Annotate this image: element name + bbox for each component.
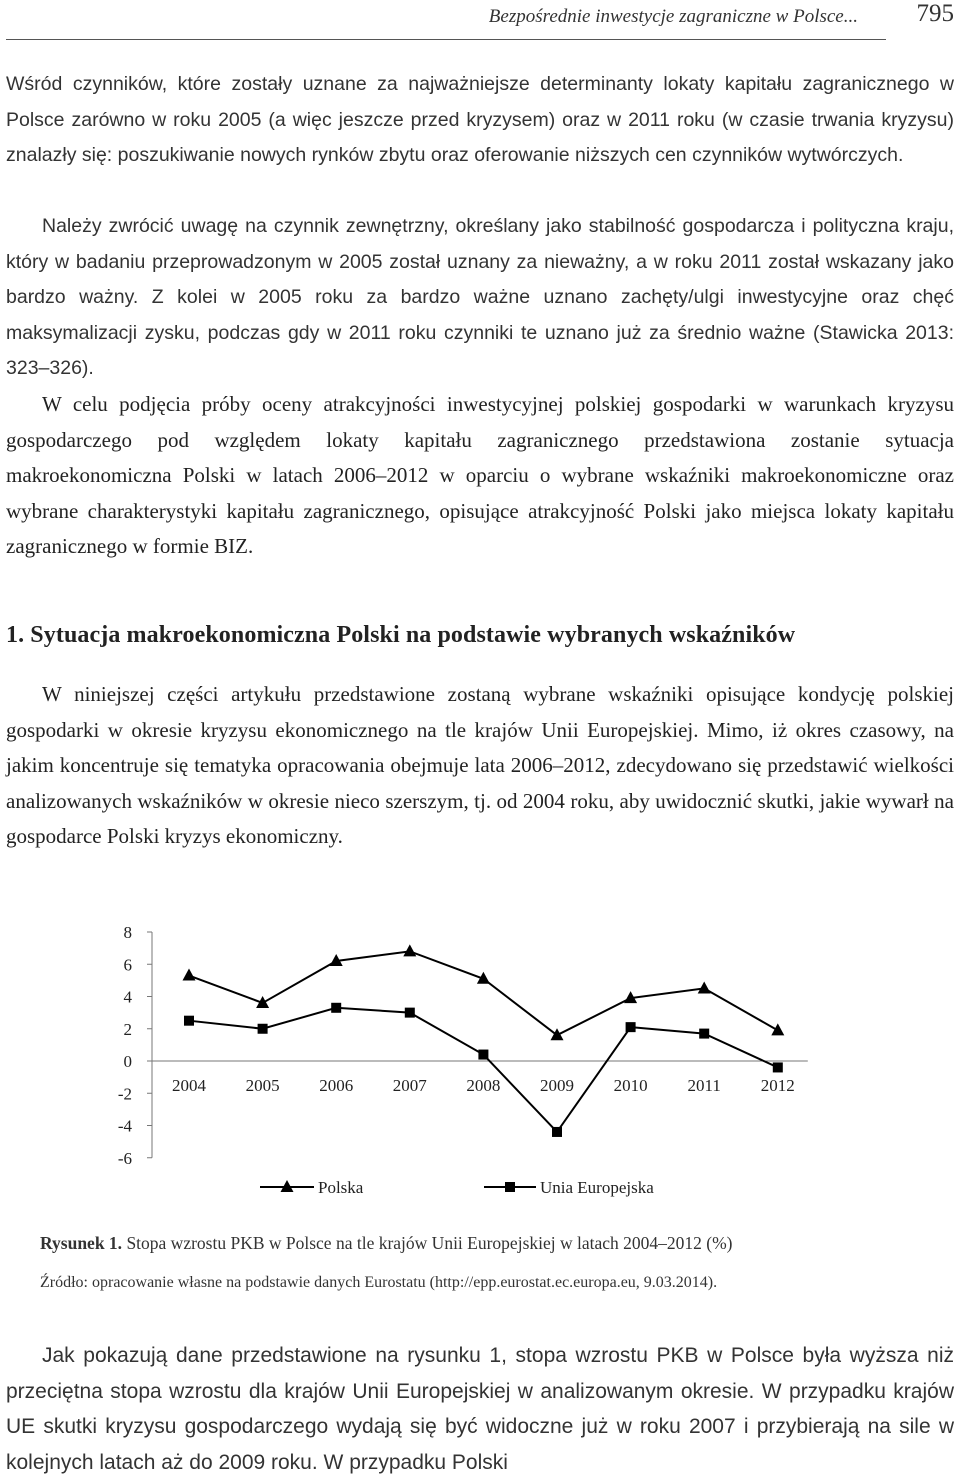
section-heading: 1. Sytuacja makroekonomiczna Polski na podstawie wybranych wskaźników <box>6 622 796 648</box>
y-tick-label: 6 <box>123 955 132 975</box>
data-point-square <box>184 1016 194 1026</box>
series-line-unia-europejska <box>189 1008 778 1132</box>
data-point-square <box>478 1050 488 1060</box>
series-line-polska <box>189 951 778 1035</box>
paragraph-4: W niniejszej części artykułu przedstawione zostaną wybrane wskaźniki opisujące kondycję polskiej gospodarki w okresie kryzysu ekonomicznego na tle krajów Unii Europejskiej. Mimo, iż okres czasowy, na jakim koncentruje się tematyka opracowania obejmuje lata 2006–2012, zdecydowano się przedstawić wielkości analizowanych wskaźników w okresie nieco szerszym, tj. od 2004 roku, aby uwidocznić skutki, jakie wywarł na gospodarce Polski kryzys ekonomiczny. <box>6 682 954 848</box>
caption-label: Rysunek 1. <box>40 1233 123 1253</box>
x-tick-label: 2009 <box>540 1076 574 1095</box>
x-tick-label: 2005 <box>245 1076 280 1095</box>
data-point-square <box>552 1127 562 1137</box>
paragraph-5: Jak pokazują dane przedstawione na rysunku 1, stopa wzrostu PKB w Polsce była wyższa niż przeciętna stopa wzrostu dla krajów Unii Europejskiej w analizowanym okresie. W przypadku krajów UE skutki kryzysu gospodarczego wydają się być widoczne już w roku 2007 i przybierają na sile w kolejnych latach aż do 2009 roku. W przypadku Polski <box>6 1344 954 1474</box>
data-point-triangle <box>551 1028 564 1040</box>
data-point-triangle <box>698 981 711 993</box>
legend-label: Polska <box>318 1178 364 1197</box>
paragraph-3: W celu podjęcia próby oceny atrakcyjności inwestycyjnej polskiej gospodarki w warunkach kryzysu gospodarczego pod względem lokaty kapitału zagranicznego przedstawiona zostanie sytuacja makroekonomiczna Polski w latach 2006–2012 w oparciu o wybrane wskaźniki makroekonomiczne oraz wybrane charakterystyki kapitału zagranicznego, opisujące atrakcyjność Polski jako miejsca lokaty kapitału zagranicznego w formie BIZ. <box>6 392 954 558</box>
figure-source: Źródło: opracowanie własne na podstawie danych Eurostatu (http://epp.eurostat.ec.europa.eu, 9.03.2014). <box>40 1274 718 1291</box>
x-tick-label: 2006 <box>319 1076 354 1095</box>
chart-svg <box>0 900 960 1230</box>
data-point-square <box>405 1008 415 1018</box>
gdp-growth-chart <box>0 900 960 1230</box>
y-tick-label: 0 <box>123 1052 132 1071</box>
figure-caption <box>40 1233 960 1254</box>
header-rule <box>6 39 886 40</box>
page-number: 795 <box>916 0 954 27</box>
x-tick-label: 2007 <box>392 1076 427 1095</box>
paragraph-2: Należy zwrócić uwagę na czynnik zewnętrzny, określany jako stabilność gospodarcza i polityczna kraju, który w badaniu przeprowadzonym w 2005 został uznany za nieważny, a w roku 2011 został wskazany jako bardzo ważny. Z kolei w 2005 roku za bardzo ważne uznano zachęty/ulgi inwestycyjne oraz chęć maksymalizacji zysku, podczas gdy w 2011 roku czynniki te uznano już za średnio ważne (Stawicka 2013: 323–326). <box>6 215 954 379</box>
x-tick-label: 2012 <box>760 1076 795 1095</box>
x-tick-label: 2008 <box>466 1076 501 1095</box>
y-tick-label: -2 <box>117 1084 132 1104</box>
legend-label: Unia Europejska <box>540 1178 654 1197</box>
data-point-triangle <box>183 969 196 981</box>
y-tick-label: 8 <box>123 923 132 942</box>
data-point-square <box>258 1024 268 1034</box>
data-point-square <box>699 1029 709 1039</box>
y-tick-label: 2 <box>123 1019 132 1039</box>
caption-text: Stopa wzrostu PKB w Polsce na tle krajów Unii Europejskiej w latach 2004–2012 (%) <box>122 1233 733 1253</box>
x-tick-label: 2011 <box>687 1076 721 1095</box>
data-point-square <box>773 1062 783 1072</box>
y-tick-label: -6 <box>117 1148 132 1168</box>
data-point-triangle <box>403 944 416 956</box>
data-point-square <box>331 1003 341 1013</box>
y-tick-label: 4 <box>123 987 132 1007</box>
legend-marker-square <box>505 1182 515 1192</box>
x-tick-label: 2010 <box>613 1076 648 1095</box>
running-head: Bezpośrednie inwestycje zagraniczne w Polsce... <box>488 6 858 27</box>
paragraph-1: Wśród czynników, które zostały uznane za najważniejsze determinanty lokaty kapitału zagranicznego w Polsce zarówno w roku 2005 (a więc jeszcze przed kryzysem) oraz w 2011 roku (w czasie trwania kryzysu) znalazły się: poszukiwanie nowych rynków zbytu oraz oferowanie niższych cen czynników wytwórczych. <box>6 73 954 166</box>
page-header <box>0 0 960 40</box>
x-tick-label: 2004 <box>172 1076 206 1095</box>
y-tick-label: -4 <box>117 1116 132 1136</box>
data-point-triangle <box>771 1023 784 1035</box>
data-point-square <box>626 1022 636 1032</box>
